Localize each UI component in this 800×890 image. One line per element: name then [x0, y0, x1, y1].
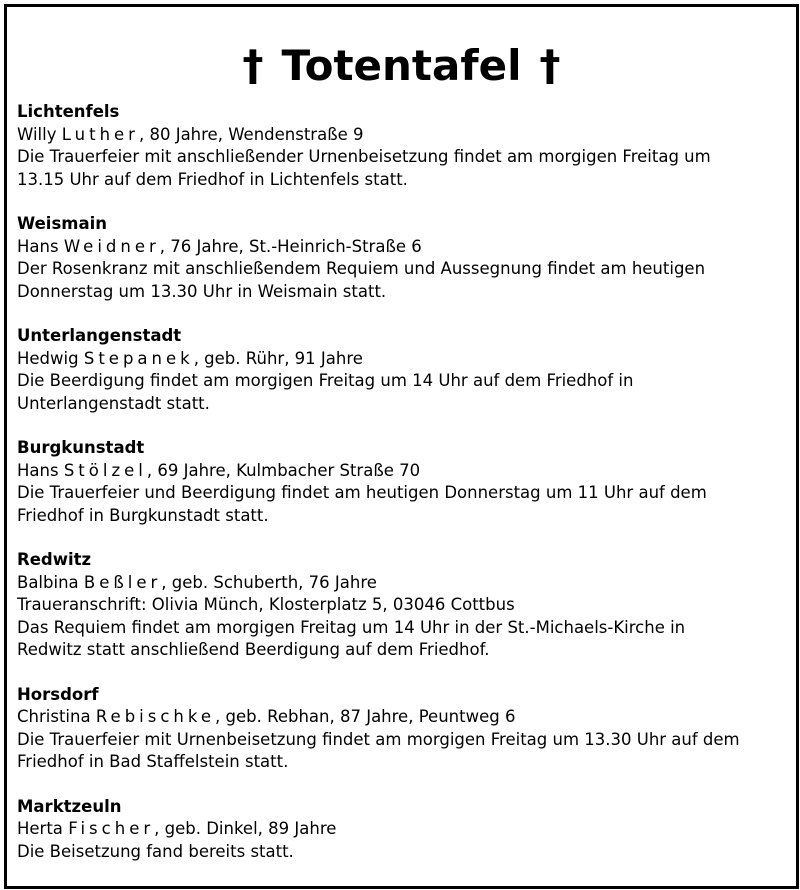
obituary-entry [17, 437, 788, 527]
entry-surname: Weidner [63, 236, 160, 256]
entry-text-line: Der Rosenkranz mit anschließendem Requiem und Aussegnung findet am heutigen [17, 259, 706, 278]
obituary-entry [17, 684, 788, 774]
entry-text-line: Die Trauerfeier mit Urnenbeisetzung findet am morgigen Freitag um 13.30 Uhr auf dem [17, 729, 740, 749]
entry-text-line: Die Trauerfeier mit anschließender Urnenbeisetzung findet am morgigen Freitag um [17, 147, 711, 166]
entry-text-line: Friedhof in Burgkunstadt statt. [17, 505, 269, 525]
obituary-entry [17, 549, 788, 662]
entry-details: , geb. Rebhan, 87 Jahre, Peuntweg 6 [215, 707, 516, 726]
entry-mourning-address: Traueranschrift: Olivia Münch, Klosterplatz 5, 03046 Cottbus [17, 595, 515, 614]
entry-text-line: Das Requiem findet am morgigen Freitag um 14 Uhr in der St.-Michaels-Kirche in [17, 617, 686, 637]
entry-text-line: Die Beisetzung fand bereits statt. [17, 841, 294, 861]
entry-text-line: 13.15 Uhr auf dem Friedhof in Lichtenfels statt. [17, 169, 408, 189]
cross-icon: † [242, 41, 264, 90]
obituary-entry [17, 213, 788, 303]
page-title [7, 41, 796, 91]
cross-icon: † [539, 41, 561, 90]
title-text: Totentafel [281, 41, 522, 90]
entry-person [17, 818, 788, 841]
entry-details: , geb. Schuberth, 76 Jahre [161, 572, 377, 592]
entry-details: , 80 Jahre, Wendenstraße 9 [138, 124, 364, 144]
entry-place: Lichtenfels [17, 102, 120, 121]
entry-surname: Fischer [68, 819, 155, 838]
entry-given-name: Herta [17, 819, 63, 838]
entry-person [17, 460, 788, 483]
entry-text-line: Redwitz statt anschließend Beerdigung auf dem Friedhof. [17, 640, 490, 659]
obituary-list [17, 101, 788, 885]
entry-text-line: Unterlangenstadt statt. [17, 393, 210, 413]
entry-surname: Stölzel [63, 460, 147, 480]
entry-surname: Beßler [83, 572, 162, 592]
entry-given-name: Hedwig [17, 348, 79, 368]
obituary-entry [17, 101, 788, 191]
entry-surname: Luther [61, 124, 139, 144]
entry-person [17, 706, 788, 729]
entry-details: , geb. Dinkel, 89 Jahre [154, 819, 337, 838]
entry-given-name: Christina [17, 707, 91, 726]
entry-place: Weismain [17, 214, 108, 233]
entry-text-line: Die Beerdigung findet am morgigen Freitag um 14 Uhr auf dem Friedhof in [17, 371, 634, 390]
obituary-frame [4, 4, 799, 889]
entry-details: , 76 Jahre, St.-Heinrich-Straße 6 [159, 236, 422, 256]
entry-details: , geb. Rühr, 91 Jahre [193, 348, 363, 368]
entry-person [17, 348, 788, 371]
entry-surname: Stepanek [83, 348, 194, 368]
entry-surname: Rebischke [95, 707, 216, 726]
entry-person [17, 124, 788, 147]
entry-details: , 69 Jahre, Kulmbacher Straße 70 [146, 460, 421, 480]
entry-given-name: Hans [17, 460, 59, 480]
entry-text-line: Die Trauerfeier und Beerdigung findet am heutigen Donnerstag um 11 Uhr auf dem [17, 483, 707, 502]
entry-place: Burgkunstadt [17, 438, 145, 457]
entry-person [17, 236, 788, 259]
entry-text-line: Donnerstag um 13.30 Uhr in Weismain statt. [17, 281, 387, 301]
entry-given-name: Hans [17, 236, 59, 256]
obituary-entry [17, 796, 788, 864]
entry-place: Horsdorf [17, 684, 99, 704]
obituary-entry [17, 325, 788, 415]
entry-place: Unterlangenstadt [17, 326, 182, 345]
entry-text-line: Friedhof in Bad Staffelstein statt. [17, 752, 289, 771]
entry-place: Redwitz [17, 550, 92, 569]
entry-given-name: Balbina [17, 572, 79, 592]
entry-place: Marktzeuln [17, 796, 122, 816]
entry-person [17, 572, 788, 595]
entry-given-name: Willy [17, 124, 57, 144]
